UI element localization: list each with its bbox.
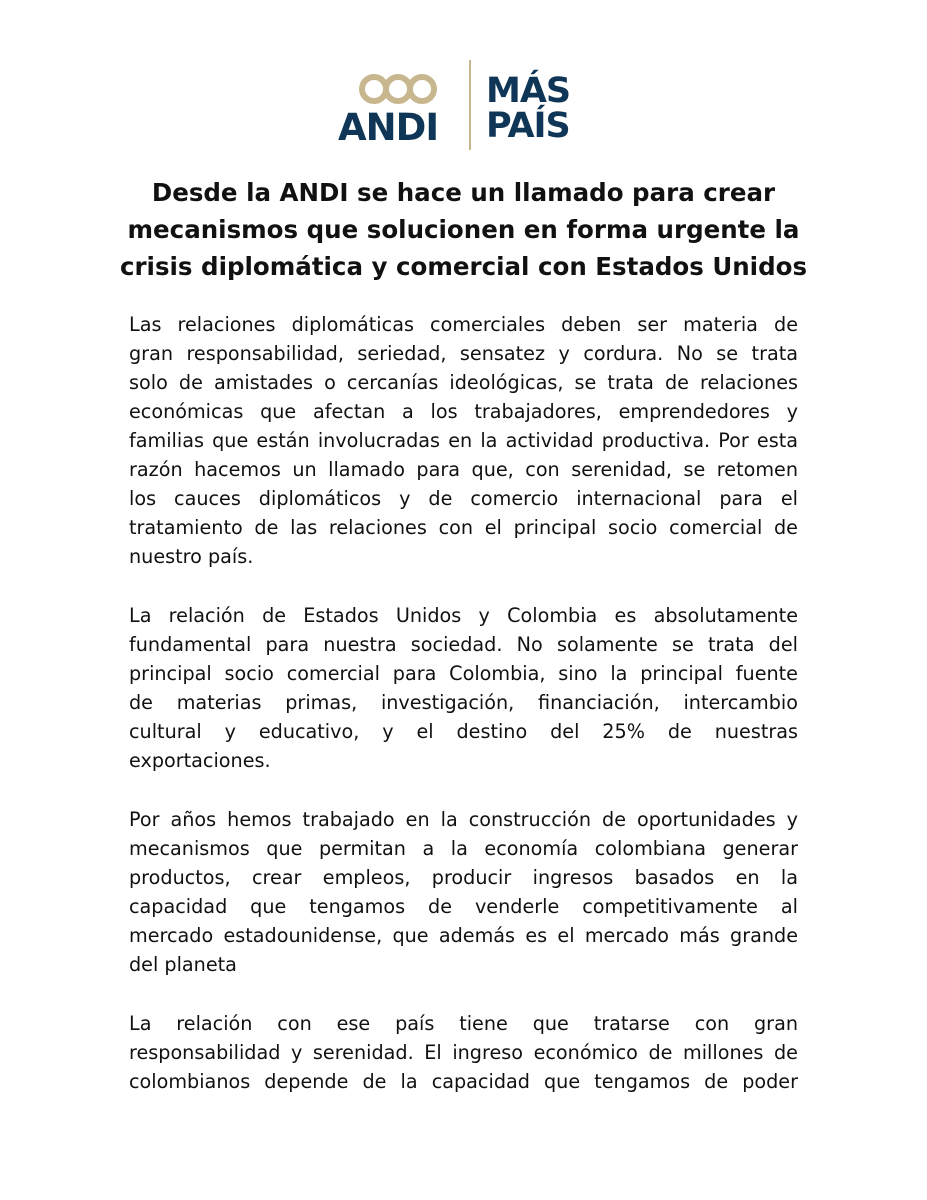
paragraph-2 — [129, 601, 798, 775]
paragraph-3 — [129, 805, 798, 979]
paragraph-line: mercado estadounidense, que además es el mercado más grande — [129, 924, 798, 947]
paragraph-line: razón hacemos un llamado para que, con serenidad, se retomen — [129, 458, 798, 481]
pais-logo-text: PAÍS — [486, 106, 570, 146]
logo-header — [0, 60, 927, 152]
paragraph-line: los cauces diplomáticos y de comercio internacional para el — [129, 487, 798, 510]
paragraph-1 — [129, 310, 798, 571]
paragraph-line: del planeta — [129, 953, 237, 976]
paragraph-line: de materias primas, investigación, financiación, intercambio — [129, 691, 798, 714]
paragraph-line: productos, crear empleos, producir ingresos basados en la — [129, 866, 798, 889]
mas-pais-logo — [486, 71, 596, 146]
paragraph-4 — [129, 1009, 798, 1096]
andi-logo — [338, 70, 456, 150]
headline-line: Desde la ANDI se hace un llamado para crear — [151, 178, 776, 207]
paragraph-line: responsabilidad y serenidad. El ingreso económico de millones de — [129, 1041, 798, 1064]
logo-divider — [469, 60, 471, 150]
paragraph-line: familias que están involucradas en la actividad productiva. Por esta — [129, 429, 798, 452]
headline-line: mecanismos que solucionen en forma urgente la — [127, 215, 800, 244]
paragraph-line: exportaciones. — [129, 749, 271, 772]
paragraph-line: Las relaciones diplomáticas comerciales deben ser materia de — [129, 313, 798, 336]
andi-rings-icon — [358, 72, 438, 106]
paragraph-line: principal socio comercial para Colombia, sino la principal fuente — [129, 662, 798, 685]
paragraph-line: colombianos depende de la capacidad que tengamos de poder — [129, 1070, 798, 1093]
paragraph-line: fundamental para nuestra sociedad. No solamente se trata del — [129, 633, 798, 656]
paragraph-line: económicas que afectan a los trabajadores, emprendedores y — [129, 400, 798, 423]
body-text — [129, 310, 798, 1126]
paragraph-line: cultural y educativo, y el destino del 25% de nuestras — [129, 720, 798, 743]
paragraph-line: Por años hemos trabajado en la construcción de oportunidades y — [129, 808, 798, 831]
headline-line: crisis diplomática y comercial con Estados Unidos — [119, 252, 808, 281]
paragraph-line: La relación de Estados Unidos y Colombia es absolutamente — [129, 604, 798, 627]
paragraph-line: gran responsabilidad, seriedad, sensatez y cordura. No se trata — [129, 342, 798, 365]
headline — [110, 174, 817, 285]
paragraph-line: La relación con ese país tiene que tratarse con gran — [129, 1012, 798, 1035]
paragraph-line: tratamiento de las relaciones con el principal socio comercial de — [129, 516, 798, 539]
andi-logo-text: ANDI — [338, 106, 439, 149]
paragraph-line: capacidad que tengamos de venderle competitivamente al — [129, 895, 798, 918]
paragraph-line: nuestro país. — [129, 545, 254, 568]
paragraph-line: solo de amistades o cercanías ideológicas, se trata de relaciones — [129, 371, 798, 394]
mas-logo-text: MÁS — [486, 71, 571, 111]
paragraph-line: mecanismos que permitan a la economía colombiana generar — [129, 837, 798, 860]
